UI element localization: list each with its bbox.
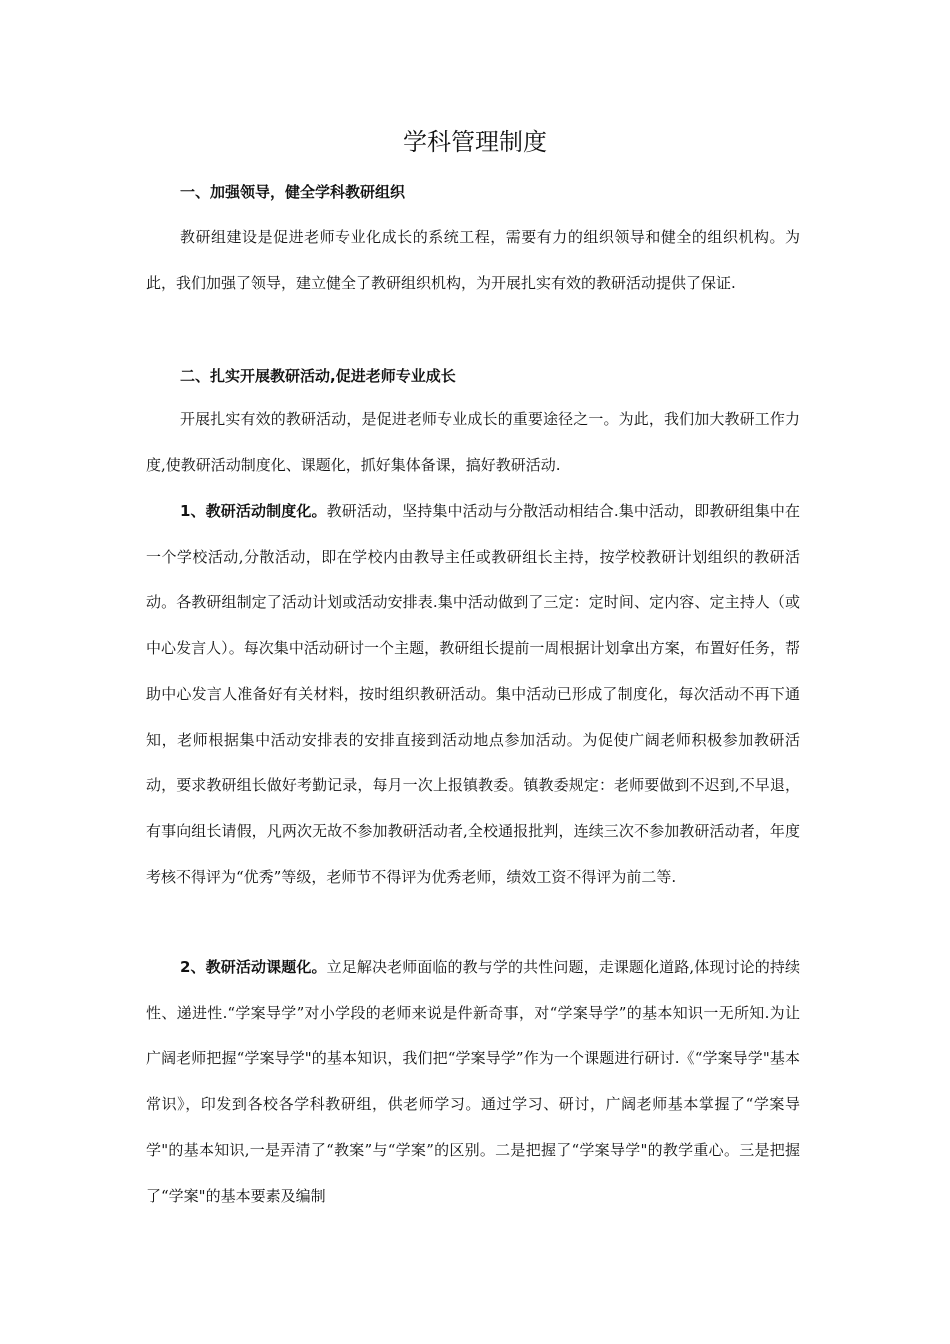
item1-lead: 1、教研活动制度化。: [180, 502, 327, 520]
section1-paragraph: 教研组建设是促进老师专业化成长的系统工程，需要有力的组织领导和健全的组织机构。为此，我们加强了领导，建立健全了教研组织机构，为开展扎实有效的教研活动提供了保证.: [146, 228, 800, 292]
section2-item2: [146, 945, 800, 1219]
section2-heading: 二、扎实开展教研活动,促进老师专业成长: [180, 367, 456, 385]
item2-text: 立足解决老师面临的教与学的共性问题，走课题化道路,体现讨论的持续性、递进性.“学案导学”对小学段的老师来说是件新奇事，对“学案导学”的基本知识一无所知.为让广阔老师把握“学案导学"的基本知识，我们把“学案导学”作为一个课题进行研讨.《“学案导学"基本常识》，印发到各校各学科教研组，供老师学习。通过学习、研讨，广阔老师基本掌握了“学案导学"的基本知识,一是弄清了“教案”与“学案”的区别。二是把握了“学案导学"的教学重心。三是把握了“学案"的基本要素及编制: [146, 958, 800, 1205]
section1-heading: 一、加强领导，健全学科教研组织: [180, 183, 406, 201]
item2-lead: 2、教研活动课题化。: [180, 958, 327, 976]
section2-item1: [146, 489, 800, 900]
document-title: 学科管理制度: [403, 128, 547, 156]
section2-paragraph: 开展扎实有效的教研活动，是促进老师专业成长的重要途径之一。为此，我们加大教研工作力度,使教研活动制度化、课题化，抓好集体备课，搞好教研活动.: [146, 410, 800, 474]
item1-text: 教研活动，坚持集中活动与分散活动相结合.集中活动，即教研组集中在一个学校活动,分散活动，即在学校内由教导主任或教研组长主持，按学校教研计划组织的教研活动。各教研组制定了活动计划或活动安排表.集中活动做到了三定：定时间、定内容、定主持人（或中心发言人）。每次集中活动研讨一个主题，教研组长提前一周根据计划拿出方案，布置好任务，帮助中心发言人准备好有关材料，按时组织教研活动。集中活动已形成了制度化，每次活动不再下通知，老师根据集中活动安排表的安排直接到活动地点参加活动。为促使广阔老师积极参加教研活动，要求教研组长做好考勤记录，每月一次上报镇教委。镇教委规定：老师要做到不迟到,不早退，有事向组长请假，凡两次无故不参加教研活动者,全校通报批判，连续三次不参加教研活动者，年度考核不得评为“优秀”等级，老师节不得评为优秀老师，绩效工资不得评为前二等.: [146, 502, 800, 886]
